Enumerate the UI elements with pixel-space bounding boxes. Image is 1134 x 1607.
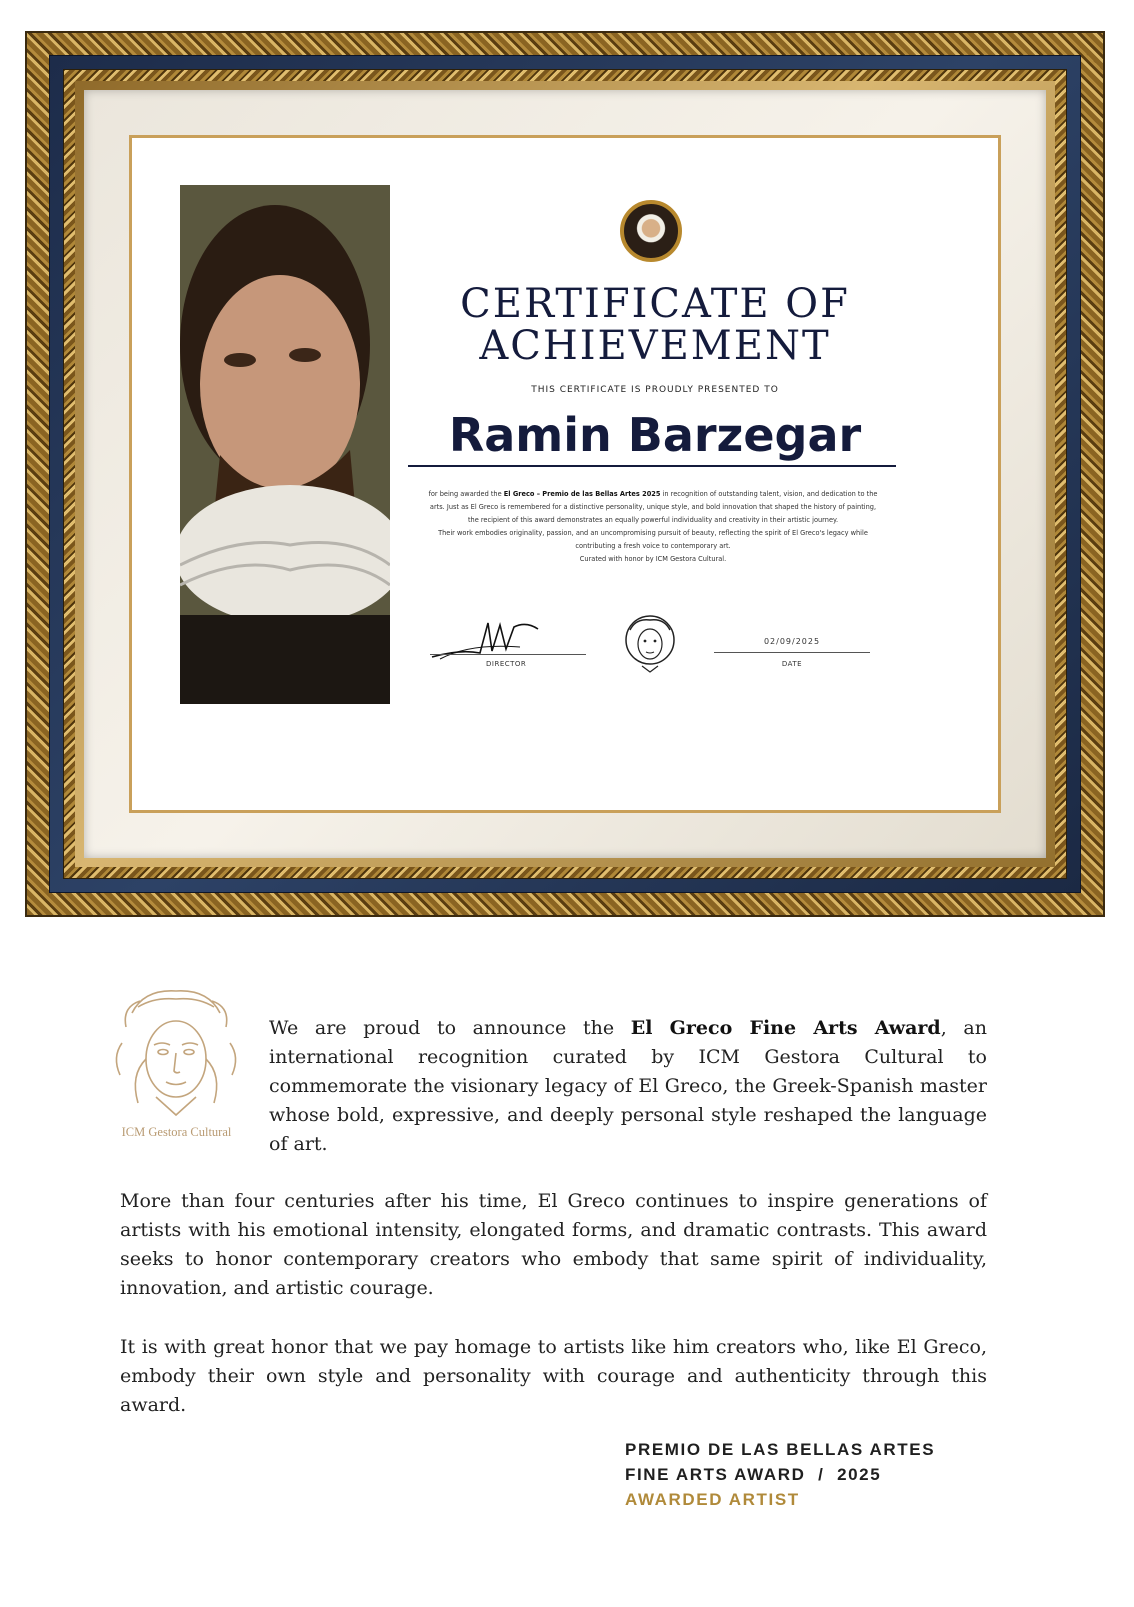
body-award-name: El Greco – Premio de las Bellas Artes 2025 xyxy=(503,490,661,498)
picture-frame xyxy=(25,31,1105,917)
p1-before: We are proud to announce the xyxy=(269,1017,631,1039)
body-rest: in recognition of outstanding talent, vision, and dedication to the arts. Just as El Greco is remembered for a distinctive personality, unique style, and bold innovation that shaped the history of painting, the recipient of this award demonstrates an equally powerful individuality and creativity in their artistic journey. xyxy=(429,490,878,524)
medusa-logo-icon xyxy=(104,983,249,1123)
announcement-paragraph xyxy=(269,1014,987,1159)
presented-to-caption: THIS CERTIFICATE IS PROUDLY PRESENTED TO xyxy=(531,385,779,395)
director-signature-block xyxy=(430,613,590,673)
logo-caption: ICM Gestora Cultural xyxy=(121,1125,232,1139)
p1-after: , an international recognition curated by ICM Gestora Cultural to commemorate the visionary legacy of El Greco, the Greek-Spanish master whose bold, expressive, and deeply personal style reshaped the language of art. xyxy=(269,1017,987,1155)
frame-mat xyxy=(84,90,1046,858)
certificate xyxy=(132,138,998,810)
director-label: DIRECTOR xyxy=(486,660,527,668)
certificate-title-line1: CERTIFICATE OF xyxy=(460,281,850,327)
certificate-body xyxy=(428,488,878,566)
homage-paragraph: It is with great honor that we pay homage to artists like him creators who, like El Greco, embody their own style and personality with courage and authenticity through this award. xyxy=(120,1336,987,1416)
portrait-seal-icon xyxy=(620,200,682,262)
legacy-paragraph: More than four centuries after his time, El Greco continues to inspire generations of artists with his emotional intensity, elongated forms, and dramatic contrasts. This award seeks to honor contemporary creators who embody that same spirit of individuality, innovation, and artistic courage. xyxy=(120,1190,987,1299)
award-line-awarded-artist: AWARDED ARTIST xyxy=(625,1490,800,1509)
mat-bevel xyxy=(129,135,1001,813)
certificate-title-line2: ACHIEVEMENT xyxy=(479,323,831,369)
body-line2: Their work embodies originality, passion, and an uncompromising pursuit of beauty, reflecting the spirit of El Greco's legacy while contributing a fresh voice to contemporary art. xyxy=(438,529,868,550)
award-signature-block xyxy=(625,1437,935,1512)
date-block xyxy=(714,613,874,673)
award-line-fine-arts: FINE ARTS AWARD / 2025 xyxy=(625,1465,882,1484)
signature-line xyxy=(430,654,586,655)
icm-gestora-logo xyxy=(104,983,249,1148)
name-underline xyxy=(408,465,896,467)
p1-award-name: El Greco Fine Arts Award xyxy=(630,1017,941,1039)
el-greco-portrait-image xyxy=(180,185,390,704)
body-line3: Curated with honor by ICM Gestora Cultural. xyxy=(579,555,727,563)
date-value: 02/09/2025 xyxy=(763,637,821,646)
medusa-emblem-icon xyxy=(622,610,678,674)
portrait-painting xyxy=(180,185,390,704)
award-line-premio: PREMIO DE LAS BELLAS ARTES xyxy=(625,1440,936,1459)
body-intro: for being awarded the xyxy=(428,490,504,498)
recipient-name: Ramin Barzegar xyxy=(448,408,862,462)
signature-icon xyxy=(430,613,550,663)
date-label: DATE xyxy=(781,660,803,668)
date-line xyxy=(714,652,870,653)
